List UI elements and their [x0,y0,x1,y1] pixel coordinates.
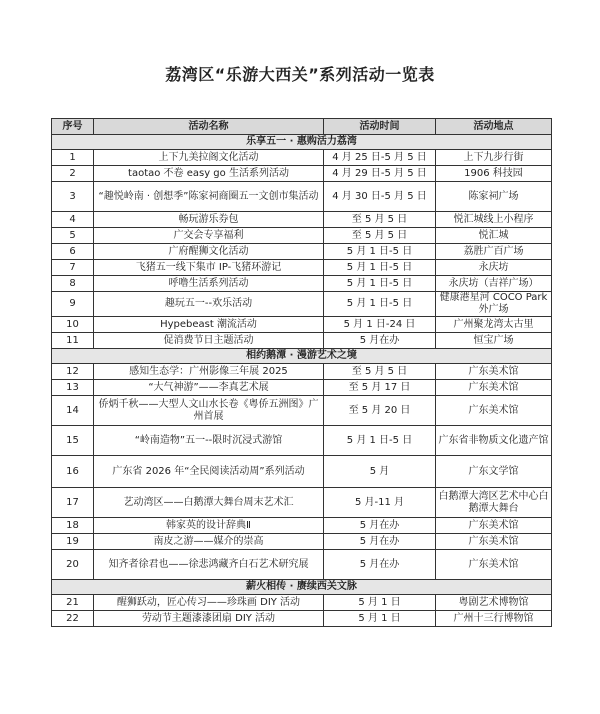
cell-activity-time: 5 月在办 [324,333,436,349]
cell-activity-location: 广东美术馆 [436,380,552,396]
cell-index: 17 [52,488,94,518]
table-row [52,518,552,534]
table-row [52,228,552,244]
cell-activity-name: 广交会专享福利 [94,228,324,244]
cell-activity-time: 5 月在办 [324,550,436,580]
cell-activity-location: 永庆坊（吉祥广场） [436,276,552,292]
cell-activity-location: 荔胜广百广场 [436,244,552,260]
cell-activity-name: 上下九美拉阁文化活动 [94,150,324,166]
cell-activity-time: 5 月在办 [324,534,436,550]
cell-activity-name: 醒狮跃动，匠心传习——珍珠画 DIY 活动 [94,595,324,611]
cell-index: 22 [52,611,94,627]
table-row [52,333,552,349]
cell-activity-time: 至 5 月 20 日 [324,396,436,426]
cell-index: 6 [52,244,94,260]
table-row [52,292,552,317]
cell-activity-location: 广州聚龙湾太古里 [436,317,552,333]
table-row [52,456,552,488]
cell-activity-time: 5 月 1 日-5 日 [324,260,436,276]
section-title: 乐享五一 · 惠购活力荔湾 [52,135,552,150]
table-row [52,611,552,627]
cell-activity-location: 1906 科技园 [436,166,552,182]
cell-activity-time: 至 5 月 5 日 [324,228,436,244]
section-title: 相约鹅潭 · 漫游艺术之境 [52,349,552,364]
cell-index: 11 [52,333,94,349]
cell-activity-location: 陈家祠广场 [436,182,552,212]
cell-activity-time: 5 月-11 月 [324,488,436,518]
cell-index: 20 [52,550,94,580]
cell-activity-location: 上下九步行街 [436,150,552,166]
cell-activity-time: 5 月 1 日 [324,595,436,611]
cell-activity-location: 广东美术馆 [436,364,552,380]
cell-activity-time: 5 月 1 日-5 日 [324,426,436,456]
header-time: 活动时间 [324,119,436,135]
cell-index: 13 [52,380,94,396]
cell-index: 19 [52,534,94,550]
table-row [52,166,552,182]
cell-index: 3 [52,182,94,212]
header-location: 活动地点 [436,119,552,135]
table-row [52,534,552,550]
header-name: 活动名称 [94,119,324,135]
cell-index: 15 [52,426,94,456]
cell-activity-location: 广东美术馆 [436,396,552,426]
table-row [52,182,552,212]
cell-activity-time: 5 月在办 [324,518,436,534]
table-row [52,244,552,260]
cell-activity-name: Hypebeast 潮流活动 [94,317,324,333]
cell-index: 5 [52,228,94,244]
cell-activity-name: 广东省 2026 年“全民阅读活动周”系列活动 [94,456,324,488]
cell-index: 14 [52,396,94,426]
cell-activity-location: 恒宝广场 [436,333,552,349]
cell-activity-name: 呼噜生活系列活动 [94,276,324,292]
cell-activity-location: 广东美术馆 [436,518,552,534]
table-row [52,260,552,276]
cell-activity-location: 永庆坊 [436,260,552,276]
cell-index: 4 [52,212,94,228]
table-row [52,276,552,292]
cell-activity-time: 5 月 1 日-5 日 [324,244,436,260]
cell-activity-name: 南皮之游——媒介的崇高 [94,534,324,550]
table-row [52,212,552,228]
cell-activity-time: 4 月 29 日-5 月 5 日 [324,166,436,182]
section-row [52,349,552,364]
cell-activity-name: 促消费节日主题活动 [94,333,324,349]
table-row [52,380,552,396]
cell-activity-name: 艺动湾区——白鹅潭大舞台周末艺术汇 [94,488,324,518]
cell-activity-location: 悦汇城 [436,228,552,244]
table-row [52,364,552,380]
cell-activity-location: 健康港星河 COCO Park 外广场 [436,292,552,317]
cell-index: 12 [52,364,94,380]
cell-activity-name: 劳动节主题漆漆团扇 DIY 活动 [94,611,324,627]
table-row [52,426,552,456]
table-row [52,550,552,580]
cell-index: 9 [52,292,94,317]
section-title: 薪火相传 · 赓续西关文脉 [52,580,552,595]
table-header [52,119,552,135]
section-row [52,580,552,595]
cell-index: 2 [52,166,94,182]
cell-activity-name: 感知生态学：广州影像三年展 2025 [94,364,324,380]
table-row [52,150,552,166]
activity-table [51,118,552,627]
header-index: 序号 [52,119,94,135]
cell-activity-name: 畅玩游乐券包 [94,212,324,228]
cell-activity-name: “岭南造物”五一--限时沉浸式游馆 [94,426,324,456]
cell-activity-time: 至 5 月 17 日 [324,380,436,396]
cell-index: 7 [52,260,94,276]
cell-activity-name: “大气神游”——李真艺术展 [94,380,324,396]
cell-activity-name: 趣玩五一--欢乐活动 [94,292,324,317]
cell-activity-name: taotao 不卷 easy go 生活系列活动 [94,166,324,182]
cell-activity-location: 广州十三行博物馆 [436,611,552,627]
cell-activity-time: 5 月 1 日 [324,611,436,627]
cell-activity-time: 4 月 25 日-5 月 5 日 [324,150,436,166]
cell-activity-name: 侨炳千秋——大型人文山水长卷《粤侨五洲图》广州首展 [94,396,324,426]
cell-index: 16 [52,456,94,488]
table-body [52,135,552,627]
cell-activity-location: 广东美术馆 [436,550,552,580]
cell-activity-name: “趣悦岭南 · 创想季”陈家祠商圈五一文创市集活动 [94,182,324,212]
cell-activity-location: 广东美术馆 [436,534,552,550]
cell-activity-time: 4 月 30 日-5 月 5 日 [324,182,436,212]
cell-activity-name: 飞猪五一线下集市 IP-飞猪环游记 [94,260,324,276]
cell-index: 18 [52,518,94,534]
cell-activity-location: 广东文学馆 [436,456,552,488]
cell-index: 1 [52,150,94,166]
table-row [52,488,552,518]
cell-activity-time: 5 月 [324,456,436,488]
table-row [52,595,552,611]
cell-index: 10 [52,317,94,333]
cell-index: 21 [52,595,94,611]
table-row [52,317,552,333]
cell-activity-name: 知齐者徐君也——徐悲鸿藏齐白石艺术研究展 [94,550,324,580]
cell-activity-location: 粤剧艺术博物馆 [436,595,552,611]
cell-activity-name: 广府醒狮文化活动 [94,244,324,260]
cell-activity-time: 5 月 1 日-5 日 [324,292,436,317]
cell-index: 8 [52,276,94,292]
cell-activity-location: 广东省非物质文化遗产馆 [436,426,552,456]
cell-activity-time: 至 5 月 5 日 [324,212,436,228]
table-row [52,396,552,426]
section-row [52,135,552,150]
document-title: 荔湾区“乐游大西关”系列活动一览表 [165,65,435,84]
cell-activity-location: 悦汇城线上小程序 [436,212,552,228]
cell-activity-name: 韩家英的设计辞典Ⅱ [94,518,324,534]
cell-activity-time: 至 5 月 5 日 [324,364,436,380]
cell-activity-time: 5 月 1 日-24 日 [324,317,436,333]
cell-activity-time: 5 月 1 日-5 日 [324,276,436,292]
cell-activity-location: 白鹅潭大湾区艺术中心白鹅潭大舞台 [436,488,552,518]
